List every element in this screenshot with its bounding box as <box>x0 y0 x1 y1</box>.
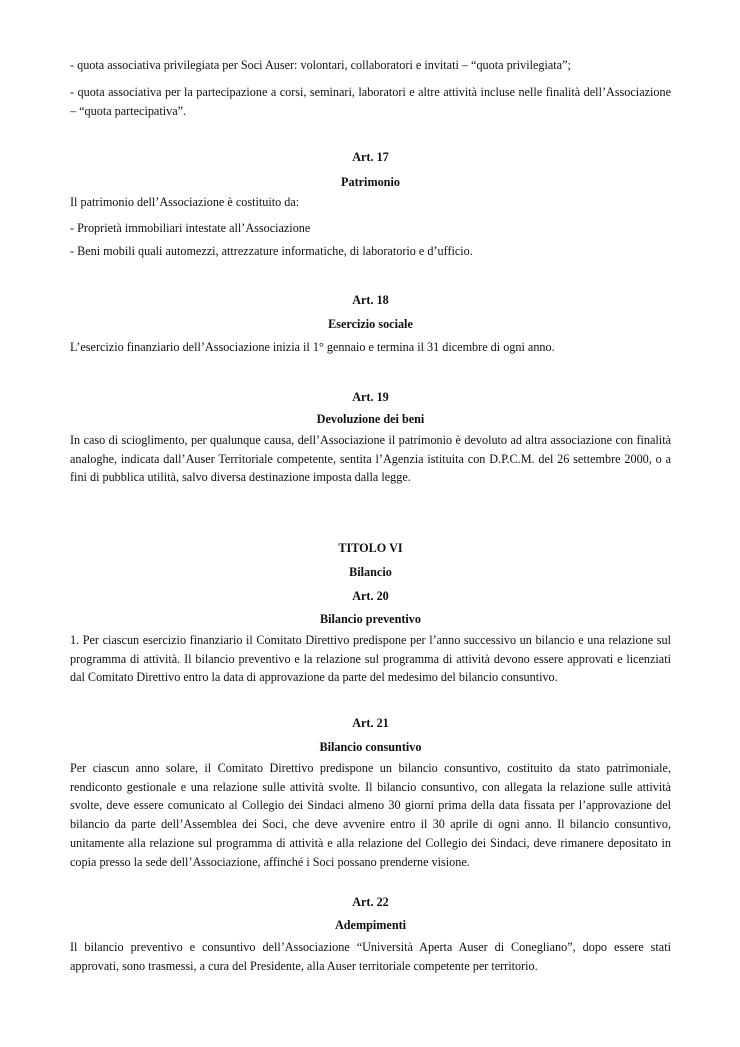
art20-title: Bilancio preventivo <box>320 612 421 626</box>
art22-number: Art. 22 <box>352 895 389 909</box>
titolo6-title: Bilancio <box>349 565 392 579</box>
art17-number: Art. 17 <box>352 150 389 164</box>
art17-title: Patrimonio <box>341 175 400 189</box>
art21-title: Bilancio consuntivo <box>319 740 422 754</box>
art20-number: Art. 20 <box>352 589 389 603</box>
art17-paragraph-1: Il patrimonio dell’Associazione è costituito da: <box>70 195 300 209</box>
art17-paragraph-2: - Proprietà immobiliari intestate all’Associazione <box>70 221 311 235</box>
art19-number: Art. 19 <box>352 390 389 404</box>
titolo6-number: TITOLO VI <box>338 541 403 555</box>
art18-paragraph-1: L’esercizio finanziario dell’Associazione inizia il 1° gennaio e termina il 31 dicembre di ogni anno. <box>70 340 555 354</box>
art17-paragraph-3: - Beni mobili quali automezzi, attrezzature informatiche, di laboratorio e d’ufficio. <box>70 244 473 258</box>
quota-partecipativa-paragraph: - quota associativa per la partecipazione a corsi, seminari, laboratori e altre attività incluse nelle finalità dell’Associazione – “quota partecipativa”. <box>70 85 671 118</box>
art20-paragraph-1: 1. Per ciascun esercizio finanziario il Comitato Direttivo predispone per l’anno successivo un bilancio e una relazione sul programma di attività. Il bilancio preventivo e la relazione sul programma di attività devono essere approvati e licenziati dal Comitato Direttivo entro la data di approvazione da parte del medesimo del bilancio consuntivo. <box>70 633 671 685</box>
quota-privilegiata-paragraph: - quota associativa privilegiata per Soci Auser: volontari, collaboratori e invitati – “quota privilegiata”; <box>70 58 571 72</box>
art21-number: Art. 21 <box>352 716 389 730</box>
art22-title: Adempimenti <box>334 918 407 932</box>
art19-paragraph-1: In caso di scioglimento, per qualunque causa, dell’Associazione il patrimonio è devoluto ad altra associazione con finalità analoghe, indicata dall’Auser Territoriale competente, sentita l’Agenzia istituita con D.P.C.M. del 26 settembre 2000, o a fini di pubblica utilità, salvo diversa destinazione imposta dalla legge. <box>70 433 671 485</box>
art22-paragraph-1: Il bilancio preventivo e consuntivo dell’Associazione “Università Aperta Auser di Conegliano”, dopo essere stati approvati, sono trasmessi, a cura del Presidente, alla Auser territoriale competente per territorio. <box>70 940 671 973</box>
art21-paragraph-1: Per ciascun anno solare, il Comitato Direttivo predispone un bilancio consuntivo, costituito da stato patrimoniale, rendiconto gestionale e una relazione sulle attività svolte. Il bilancio consuntivo, con allegata la relazione sulle attività svolte, deve essere comunicato al Collegio dei Sindaci almeno 30 giorni prima della data fissata per l’approvazione del bilancio da parte dell’Assemblea dei Soci, che deve avvenire entro il 30 aprile di ogni anno. Il bilancio consuntivo, unitamente alla relazione sul programma di attività e alla relazione del Collegio dei Sindaci, deve rimanere depositato in copia presso la sede dell’Associazione, affinché i Soci possano prenderne visione. <box>70 761 671 869</box>
art18-number: Art. 18 <box>352 293 389 307</box>
art18-title: Esercizio sociale <box>328 317 413 331</box>
art19-title: Devoluzione dei beni <box>316 412 425 426</box>
